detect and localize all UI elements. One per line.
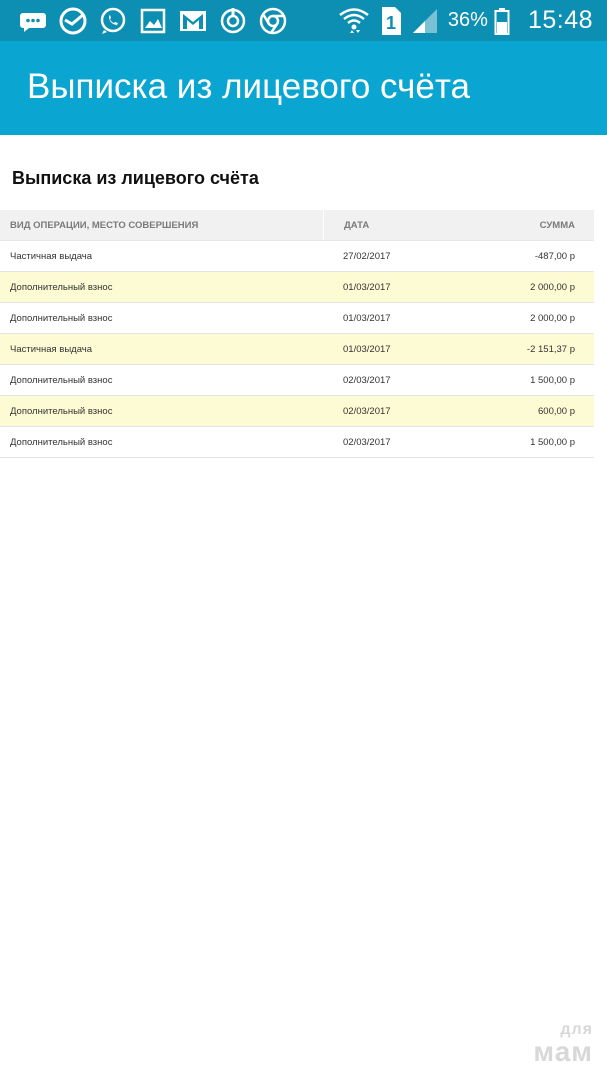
watermark-line-1: для [560,1021,593,1038]
app-bar-title: Выписка из лицевого счёта [27,67,470,106]
table-row[interactable] [0,365,594,396]
battery-icon [494,6,510,36]
column-header-operation: ВИД ОПЕРАЦИИ, МЕСТО СОВЕРШЕНИЯ [10,219,199,231]
gallery-icon [138,6,168,36]
row-date: 02/03/2017 [343,436,391,448]
row-amount: 2 000,00 р [530,312,575,324]
row-date: 02/03/2017 [343,405,391,417]
watermark-line-2: мам [533,1036,593,1067]
row-operation: Дополнительный взнос [10,405,113,417]
table-row[interactable] [0,334,594,365]
row-date: 01/03/2017 [343,281,391,293]
statement-table [0,210,594,458]
row-operation: Частичная выдача [10,250,93,262]
row-operation: Дополнительный взнос [10,374,113,386]
row-date: 01/03/2017 [343,312,391,324]
column-header-date: ДАТА [323,210,473,240]
row-date: 27/02/2017 [343,250,391,262]
notification-icons [18,6,298,36]
sync-icon [218,6,248,36]
table-row[interactable] [0,272,594,303]
sim-label: 1 [385,12,396,33]
row-amount: 600,00 р [538,405,575,417]
row-date: 02/03/2017 [343,374,391,386]
row-amount: 1 500,00 р [530,374,575,386]
row-amount: 2 000,00 р [530,281,575,293]
row-operation: Дополнительный взнос [10,281,113,293]
status-bar [0,0,607,41]
table-row[interactable] [0,396,594,427]
chrome-icon [258,6,288,36]
table-row[interactable] [0,241,594,272]
row-operation: Дополнительный взнос [10,312,113,324]
row-date: 01/03/2017 [343,343,391,355]
gmail-icon [178,6,208,36]
page-title: Выписка из лицевого счёта [12,168,259,188]
row-amount: -2 151,37 р [526,343,575,355]
table-row[interactable] [0,427,594,458]
app-bar [0,41,607,135]
row-operation: Дополнительный взнос [10,436,113,448]
column-header-amount: СУММА [539,219,575,231]
signal-icon [412,6,438,36]
row-amount: 1 500,00 р [530,436,575,448]
wifi-icon [338,6,370,36]
sberbank-icon [58,6,88,36]
clock: 15:48 [527,6,593,34]
table-header [0,210,594,241]
watermark [533,1022,593,1066]
system-status [338,0,593,41]
table-row[interactable] [0,303,594,334]
sim-card-icon [380,6,402,36]
whatsapp-icon [98,6,128,36]
battery-percent: 36% [447,9,488,31]
row-operation: Частичная выдача [10,343,93,355]
chat-icon [18,6,48,36]
row-amount: -487,00 р [534,250,575,262]
